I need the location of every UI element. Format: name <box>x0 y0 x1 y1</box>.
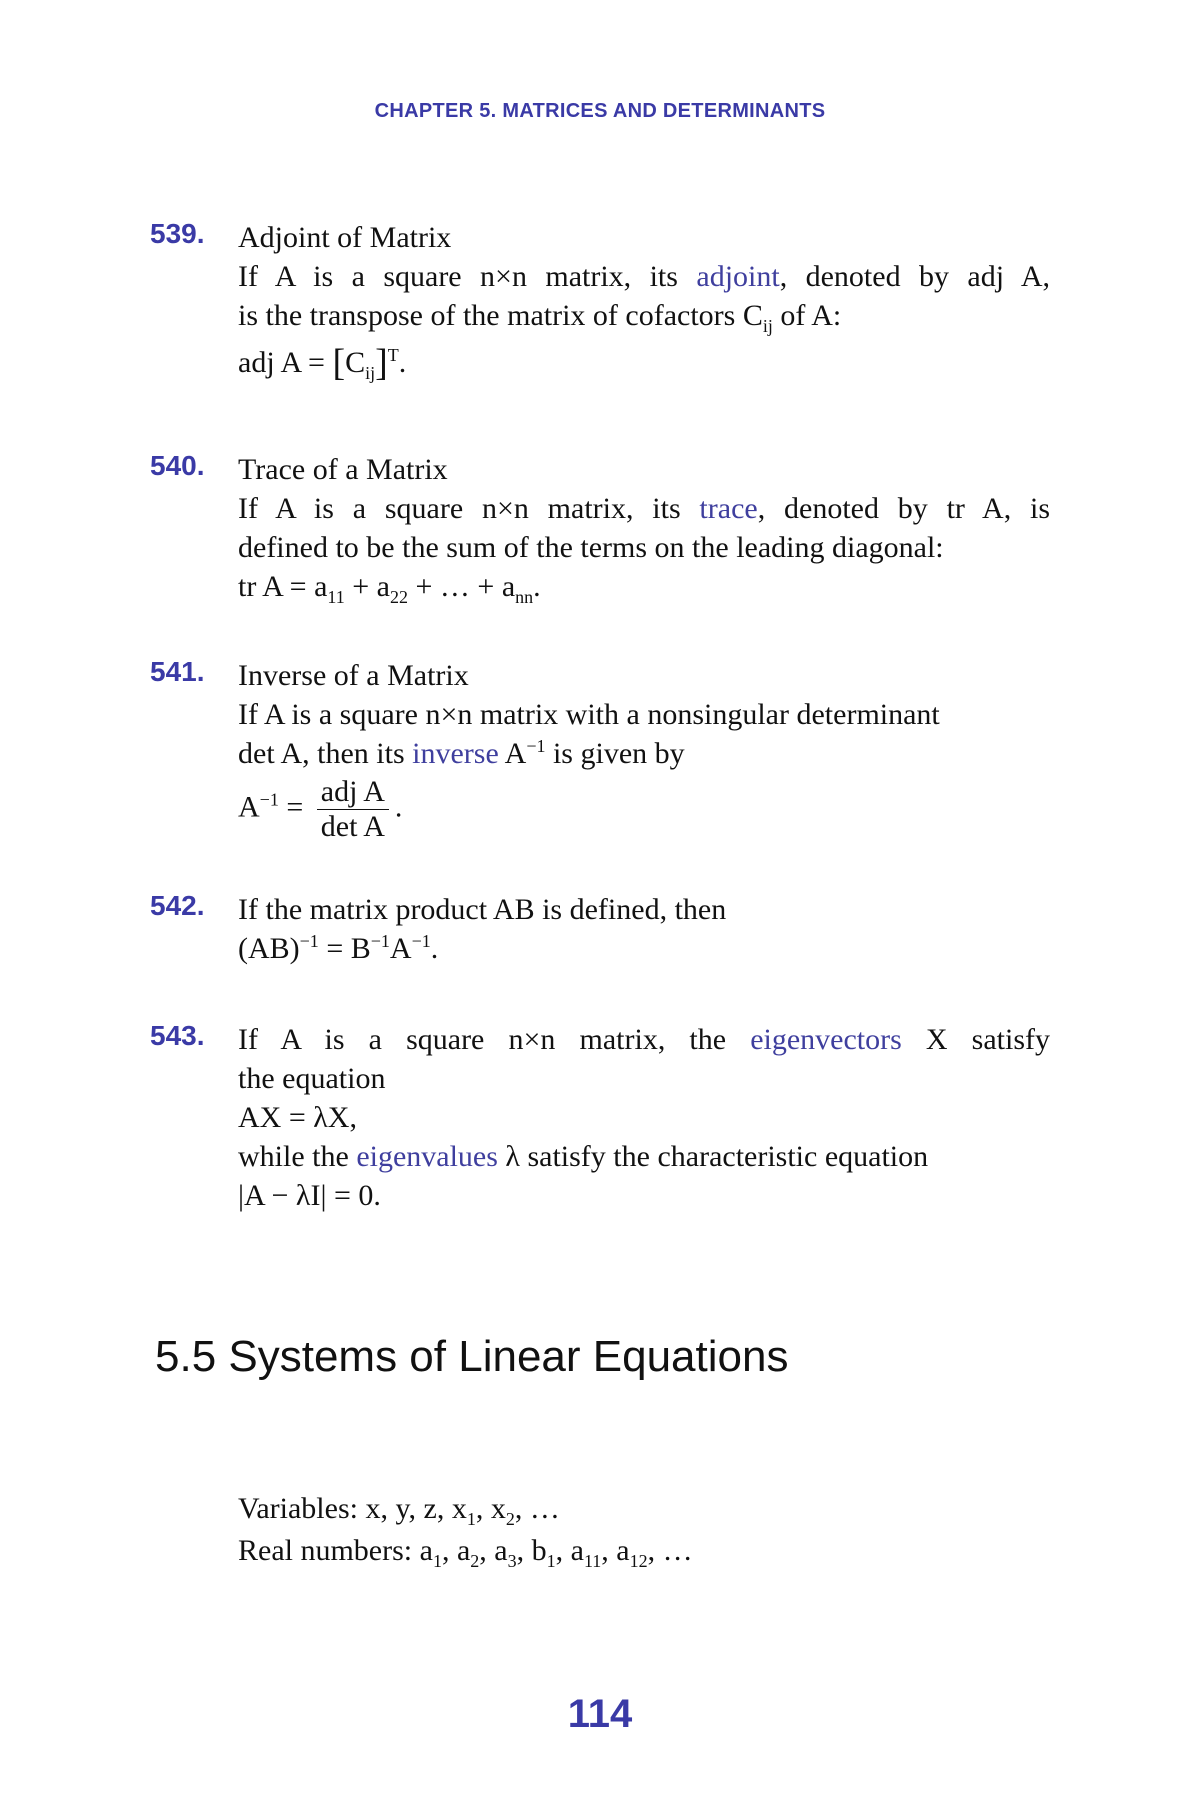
chapter-header: CHAPTER 5. MATRICES AND DETERMINANTS <box>374 100 826 122</box>
formula-eigen: AX = λX, <box>238 1101 357 1134</box>
real-numbers-line: Real numbers: $a_1$, $a_2$, $a_3$, $b_1$, $a_{11}$, $a_{12}$, … <box>238 1534 693 1571</box>
formula-inverse: $A^{-1}$ = $\frac{\text{adj A}}{\text{det A}}$ . <box>238 775 403 843</box>
text-line: is the transpose of the matrix of cofactors $C_{ij}$ of A: <box>238 299 842 336</box>
formula-product-inverse: $(AB)^{-1} = B^{-1}A^{-1}$. <box>238 931 439 965</box>
section-title: 5.5 Systems of Linear Equations <box>155 1332 789 1381</box>
keyword-eigenvalues: eigenvalues <box>356 1140 498 1173</box>
text-line: If A is a square n×n matrix, its trace, denoted by tr A, is <box>238 492 1051 525</box>
text-line: the equation <box>238 1062 386 1095</box>
formula-trace: tr $A = a_{11} + a_{22}$ + … + $a_{nn}$. <box>238 570 541 607</box>
text-line: If the matrix product AB is defined, then <box>238 893 727 926</box>
entry-number: 539. <box>150 218 205 249</box>
entry-number: 543. <box>150 1020 205 1051</box>
entry-title: Trace of a Matrix <box>238 453 448 486</box>
entry-body <box>238 1020 1050 1215</box>
text-line: defined to be the sum of the terms on the leading diagonal: <box>238 531 944 564</box>
page-number: 114 <box>567 1692 633 1736</box>
entry-title: Adjoint of Matrix <box>238 221 452 254</box>
entry-body <box>238 218 1050 382</box>
text-line: If A is a square n×n matrix, the eigenvectors X satisfy <box>238 1023 1050 1056</box>
formula-characteristic: |A − λI| = 0. <box>238 1179 381 1212</box>
entry-number: 542. <box>150 890 205 921</box>
keyword-adjoint: adjoint <box>696 260 780 293</box>
entry-body <box>238 890 1050 968</box>
entry-title: Inverse of a Matrix <box>238 659 469 692</box>
text-line: while the eigenvalues λ satisfy the characteristic equation <box>238 1140 929 1173</box>
variables-block <box>238 1488 693 1572</box>
keyword-inverse: inverse <box>412 737 499 770</box>
entry-number: 541. <box>150 656 205 687</box>
text-line: det A, then its inverse $A^{-1}$ is given by <box>238 736 685 770</box>
text-line: If A is a square n×n matrix, its adjoint, denoted by adj A, <box>238 260 1050 293</box>
text-line: If A is a square n×n matrix with a nonsingular determinant <box>238 698 940 731</box>
entry-body <box>238 450 1050 606</box>
fraction: $\frac{\text{adj A}}{\text{det A}}$ <box>317 775 389 844</box>
keyword-eigenvectors: eigenvectors <box>750 1023 902 1056</box>
keyword-trace: trace <box>699 492 758 525</box>
entry-body <box>238 656 1050 844</box>
entry-number: 540. <box>150 450 205 481</box>
formula-adjoint: adj $A = [C_{ij}]^T$. <box>238 342 407 384</box>
variables-line: Variables: x, y, z, $x_1$, $x_2$, … <box>238 1492 560 1529</box>
